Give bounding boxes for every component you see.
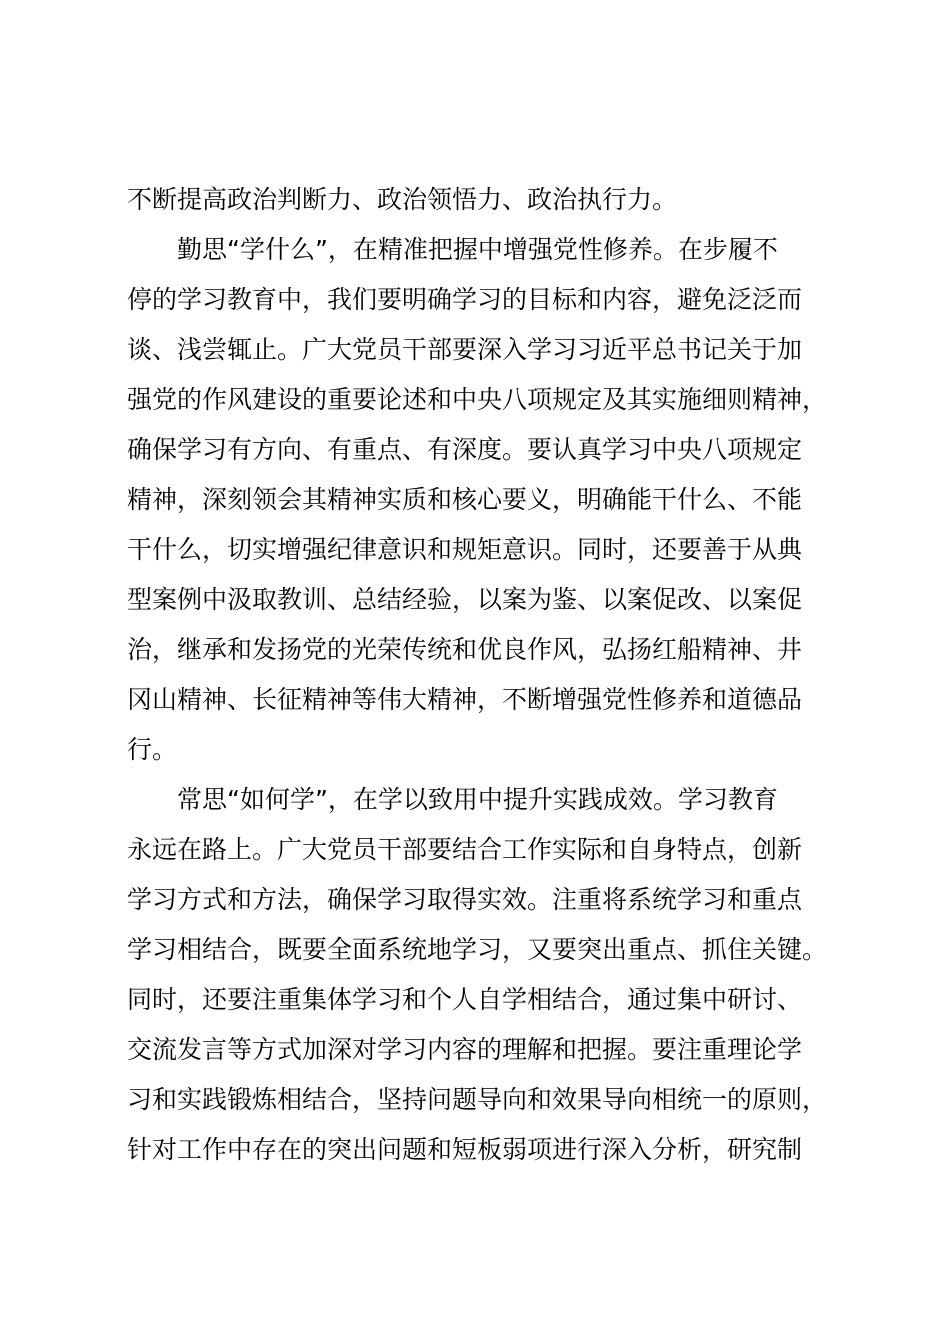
text-line: 型案例中汲取教训、总结经验，以案为鉴、以案促改、以案促 <box>127 585 803 614</box>
text-line: 同时，还要注重集体学习和个人自学相结合，通过集中研讨、 <box>127 985 803 1014</box>
text-line: 干什么，切实增强纪律意识和规矩意识。同时，还要善于从典 <box>127 535 803 564</box>
text-line: 谈、浅尝辄止。广大党员干部要深入学习习近平总书记关于加 <box>127 335 803 364</box>
text-line: 行。 <box>127 735 178 764</box>
text-line: 习和实践锻炼相结合，坚持问题导向和效果导向相统一的原则， <box>127 1085 828 1114</box>
text-line: 精神，深刻领会其精神实质和核心要义，明确能干什么、不能 <box>127 485 803 514</box>
text-line: 强党的作风建设的重要论述和中央八项规定及其实施细则精神， <box>127 385 828 414</box>
text-line: 不断提高政治判断力、政治领悟力、政治执行力。 <box>127 185 678 214</box>
text-line: 针对工作中存在的突出问题和短板弱项进行深入分析，研究制 <box>127 1135 803 1164</box>
text-line: 治，继承和发扬党的光荣传统和优良作风，弘扬红船精神、井 <box>127 635 803 664</box>
text-line: 停的学习教育中，我们要明确学习的目标和内容，避免泛泛而 <box>127 285 803 314</box>
text-line: 永远在路上。广大党员干部要结合工作实际和自身特点，创新 <box>127 835 803 864</box>
paragraph-first-line: 常思“如何学”，在学以致用中提升实践成效。学习教育 <box>177 785 778 814</box>
text-line: 冈山精神、长征精神等伟大精神，不断增强党性修养和道德品 <box>127 685 803 714</box>
paragraph-first-line: 勤思“学什么”，在精准把握中增强党性修养。在步履不 <box>177 235 778 264</box>
text-line: 学习相结合，既要全面系统地学习，又要突出重点、抓住关键。 <box>127 935 828 964</box>
text-line: 学习方式和方法，确保学习取得实效。注重将系统学习和重点 <box>127 885 803 914</box>
text-line: 确保学习有方向、有重点、有深度。要认真学习中央八项规定 <box>127 435 803 464</box>
text-line: 交流发言等方式加深对学习内容的理解和把握。要注重理论学 <box>127 1035 803 1064</box>
